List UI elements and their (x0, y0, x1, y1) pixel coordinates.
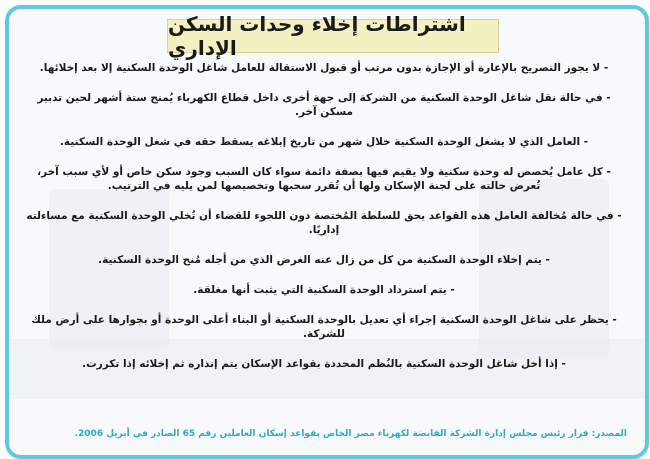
rules-list (21, 61, 627, 387)
infographic-card (5, 5, 649, 459)
title-box (167, 12, 499, 60)
rule-item: - لا يجوز التصريح بالإعارة أو الإجازة بدون مرتب أو قبول الاستقالة للعامل شاغل الوحدة السكنية إلا بعد إخلائها. (39, 62, 609, 74)
rule-item: - العامل الذي لا يشغل الوحدة السكنية خلال شهر من تاريخ إبلاغه يسقط حقه في شغل الوحدة السكنية. (59, 136, 589, 148)
rule-item: - كل عامل يُخصص له وحدة سكنية ولا يقيم فيها بصفة دائمة سواء كان السبب وجود سكن خاص أو لأي سبب آخر، تُعرض حالته على لجنة الإسكان ولها أن تُقرر سحبها وتخصيصها لمن يليه في الترتيب. (37, 166, 611, 192)
rule-item: - يتم إخلاء الوحدة السكنية من كل من زال عنه الغرض الذي من أجله مُنح الوحدة السكنية. (98, 254, 550, 266)
rule-item: - يتم استرداد الوحدة السكنية التي يثبت أنها مغلقة. (193, 284, 455, 296)
rule-item: - إذا أخل شاغل الوحدة السكنية بالنُظم المحددة بقواعد الإسكان يتم إنذاره ثم إخلائه إذا تكررت. (82, 358, 566, 370)
rule-item: - في حالة مُخالفة العامل هذه القواعد يحق للسلطة المُختصة دون اللجوء للقضاء أن تُخلي الوحدة السكنية مع مساءلته إداريًا. (26, 210, 622, 236)
page-title: اشتراطات إخلاء وحدات السكن الإداري (168, 12, 466, 60)
rule-item: - يحظر على شاغل الوحدة السكنية إجراء أي تعديل بالوحدة السكنية أو البناء أعلى الوحدة أو بجوارها على أرض ملك للشركة. (31, 314, 617, 340)
rule-item: - في حالة نقل شاغل الوحدة السكنية من الشركة إلى جهة أخرى داخل قطاع الكهرباء يُمنح ستة أشهر لحين تدبير مسكن آخر. (37, 92, 611, 118)
source-note: المصدر: قرار رئيس مجلس إدارة الشركة القابضة لكهرباء مصر الخاص بقواعد إسكان العاملين رقم 65 الصادر في أبريل 2006. (74, 429, 627, 439)
